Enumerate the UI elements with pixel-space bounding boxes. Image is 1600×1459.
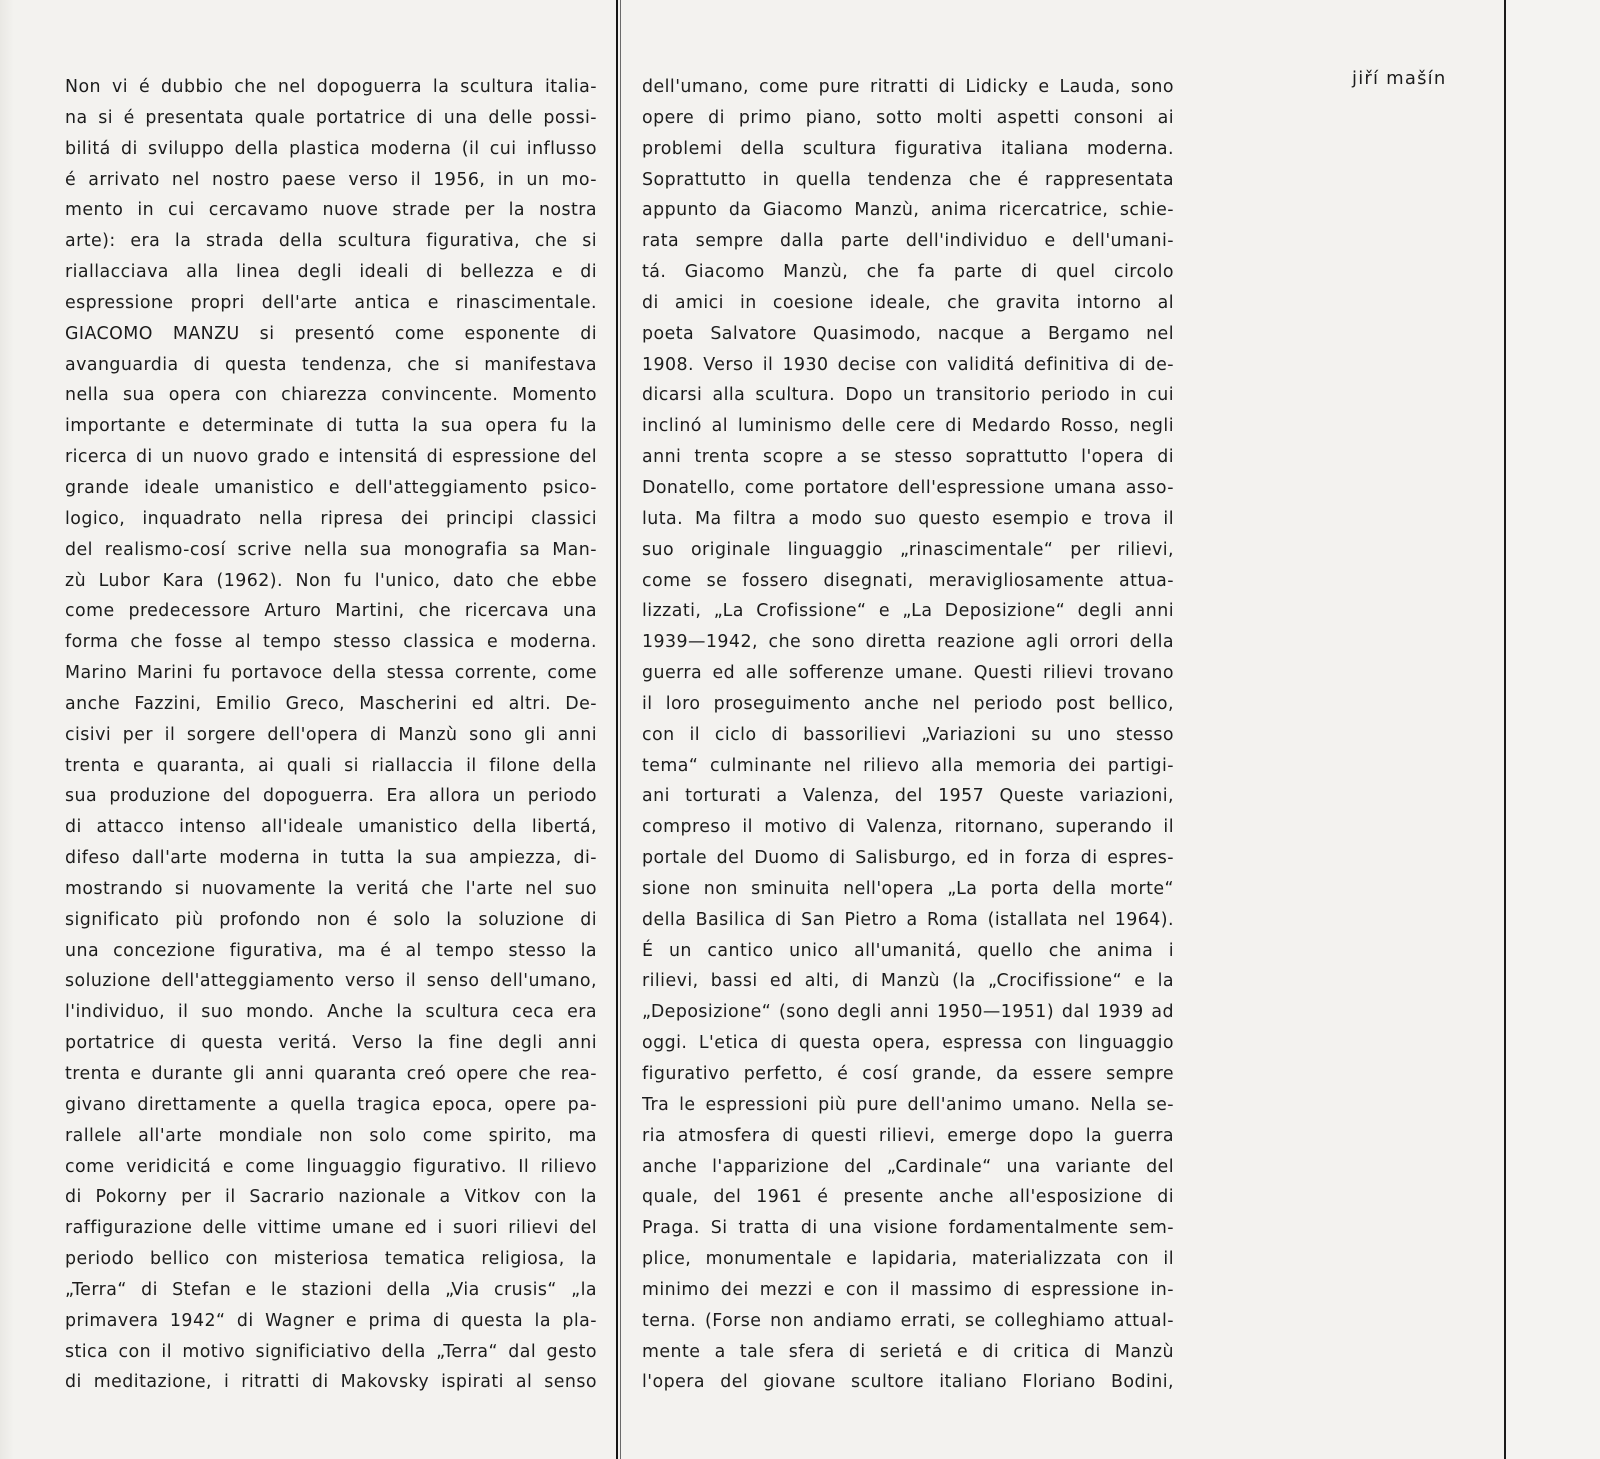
text-line: logico, inquadrato nella ripresa dei principi classici — [65, 508, 597, 529]
text-line: mostrando si nuovamente la veritá che l'arte nel suo — [65, 878, 597, 899]
text-line: quale, del 1961 é presente anche all'esposizione di — [642, 1187, 1174, 1208]
text-line: terna. (Forse non andiamo errati, se colleghiamo attual- — [642, 1310, 1174, 1331]
text-line: compreso il motivo di Valenza, ritornano, superando il — [642, 817, 1174, 838]
text-line: plice, monumentale e lapidaria, materializzata con il — [642, 1249, 1174, 1270]
text-line: dicarsi alla scultura. Dopo un transitorio periodo in cui — [642, 385, 1174, 406]
text-line: problemi della scultura figurativa italiana moderna. — [642, 138, 1174, 159]
text-line: opere di primo piano, sotto molti aspetti consoni ai — [642, 107, 1174, 128]
text-line: givano direttamente a quella tragica epoca, opere pa- — [65, 1094, 597, 1115]
text-line: sione non sminuita nell'opera „La porta della morte“ — [642, 878, 1174, 899]
text-line: suo originale linguaggio „rinascimentale“ per rilievi, — [642, 539, 1174, 560]
text-line: sua produzione del dopoguerra. Era allora un periodo — [65, 786, 597, 807]
text-line: anni trenta scopre a se stesso soprattutto l'opera di — [642, 447, 1174, 468]
text-line: tema“ culminante nel rilievo alla memoria dei partigi- — [642, 755, 1174, 776]
text-line: ria atmosfera di questi rilievi, emerge dopo la guerra — [642, 1125, 1174, 1146]
text-line: ani torturati a Valenza, del 1957 Queste variazioni, — [642, 786, 1174, 807]
text-line: nella sua opera con chiarezza convincente. Momento — [65, 385, 597, 406]
text-line: il loro proseguimento anche nel periodo post bellico, — [642, 693, 1174, 714]
text-line: avanguardia di questa tendenza, che si manifestava — [65, 354, 597, 375]
text-line: anche Fazzini, Emilio Greco, Mascherini ed altri. De- — [65, 693, 597, 714]
text-line: ricerca di un nuovo grado e intensitá di espressione del — [65, 447, 597, 468]
text-line: portale del Duomo di Salisburgo, ed in forza di espres- — [642, 848, 1174, 869]
text-line: figurativo perfetto, é cosí grande, da essere sempre — [642, 1064, 1174, 1084]
text-line: Donatello, come portatore dell'espressione umana asso- — [642, 477, 1174, 498]
text-line: tá. Giacomo Manzù, che fa parte di quel circolo — [642, 262, 1174, 283]
text-line: l'individuo, il suo mondo. Anche la scultura ceca era — [65, 1002, 597, 1023]
text-line: espressione propri dell'arte antica e rinascimentale. — [65, 292, 597, 313]
text-line: Non vi é dubbio che nel dopoguerra la scultura italia- — [65, 77, 597, 97]
text-line: 1908. Verso il 1930 decise con validitá definitiva di de- — [642, 354, 1174, 375]
text-line: zù Lubor Kara (1962). Non fu l'unico, dato che ebbe — [65, 570, 597, 591]
right-text-column — [642, 72, 1174, 1398]
text-line: periodo bellico con misteriosa tematica religiosa, la — [65, 1249, 597, 1270]
text-line: di Pokorny per il Sacrario nazionale a Vitkov con la — [65, 1187, 597, 1208]
text-line: trenta e durante gli anni quaranta creó opere che rea- — [65, 1064, 597, 1084]
text-line: riallacciava alla linea degli ideali di bellezza e di — [65, 262, 597, 283]
text-line: luta. Ma filtra a modo suo questo esempio e trova il — [642, 508, 1174, 529]
text-line: importante e determinate di tutta la sua opera fu la — [65, 416, 597, 437]
text-line: minimo dei mezzi e con il massimo di espressione in- — [642, 1279, 1174, 1300]
text-line: na si é presentata quale portatrice di una delle possi- — [65, 107, 597, 128]
text-line: trenta e quaranta, ai quali si riallaccia il filone della — [65, 755, 597, 776]
text-line: É un cantico unico all'umanitá, quello che anima i — [642, 940, 1174, 961]
text-line: poeta Salvatore Quasimodo, nacque a Bergamo nel — [642, 323, 1174, 344]
text-line: lizzati, „La Crofissione“ e „La Deposizione“ degli anni — [642, 601, 1174, 622]
text-line: di amici in coesione ideale, che gravita intorno al — [642, 292, 1174, 313]
text-line: inclinó al luminismo delle cere di Medardo Rosso, negli — [642, 416, 1174, 437]
text-line: 1939—1942, che sono diretta reazione agli orrori della — [642, 632, 1174, 653]
text-line: arte): era la strada della scultura figurativa, che si — [65, 231, 597, 252]
text-line: con il ciclo di bassorilievi „Variazioni su uno stesso — [642, 724, 1174, 745]
text-line: „Terra“ di Stefan e le stazioni della „Via crusis“ „la — [65, 1279, 597, 1300]
text-line: come se fossero disegnati, meravigliosamente attua- — [642, 570, 1174, 591]
text-line: oggi. L'etica di questa opera, espressa con linguaggio — [642, 1033, 1174, 1054]
text-line: raffigurazione delle vittime umane ed i suori rilievi del — [65, 1218, 597, 1239]
text-line: appunto da Giacomo Manzù, anima ricercatrice, schie- — [642, 200, 1174, 221]
text-line: mento in cui cercavamo nuove strade per la nostra — [65, 200, 597, 221]
text-line: Tra le espressioni più pure dell'animo umano. Nella se- — [642, 1094, 1174, 1115]
text-line: difeso dall'arte moderna in tutta la sua ampiezza, di- — [65, 848, 597, 869]
text-line: é arrivato nel nostro paese verso il 1956, in un mo- — [65, 169, 597, 190]
center-fold-shadow — [620, 0, 621, 1459]
text-line: „Deposizione“ (sono degli anni 1950—1951) dal 1939 ad — [642, 1002, 1174, 1023]
center-fold-line — [616, 0, 618, 1459]
page-margin-strip — [1506, 0, 1600, 1459]
text-line: l'opera del giovane scultore italiano Floriano Bodini, — [642, 1372, 1174, 1393]
text-line: portatrice di questa veritá. Verso la fine degli anni — [65, 1033, 597, 1054]
text-line: forma che fosse al tempo stesso classica e moderna. — [65, 632, 597, 653]
text-line: Marino Marini fu portavoce della stessa corrente, come — [65, 663, 597, 684]
text-line: di meditazione, i ritratti di Makovsky ispirati al senso — [65, 1372, 597, 1393]
text-line: Soprattutto in quella tendenza che é rappresentata — [642, 169, 1174, 190]
author-name: jiří mašín — [1352, 68, 1447, 89]
text-line: una concezione figurativa, ma é al tempo stesso la — [65, 940, 597, 961]
text-line: stica con il motivo significiativo della „Terra“ dal gesto — [65, 1341, 597, 1362]
text-line: cisivi per il sorgere dell'opera di Manzù sono gli anni — [65, 724, 597, 745]
text-line: anche l'apparizione del „Cardinale“ una variante del — [642, 1156, 1174, 1177]
text-line: di attacco intenso all'ideale umanistico della libertá, — [65, 817, 597, 838]
text-line: bilitá di sviluppo della plastica moderna (il cui influsso — [65, 138, 597, 159]
text-line: soluzione dell'atteggiamento verso il senso dell'umano, — [65, 971, 597, 992]
text-line: come veridicitá e come linguaggio figurativo. Il rilievo — [65, 1156, 597, 1177]
text-line: guerra ed alle sofferenze umane. Questi rilievi trovano — [642, 663, 1174, 684]
left-text-column — [65, 72, 597, 1398]
text-line: rilievi, bassi ed alti, di Manzù (la „Crocifissione“ e la — [642, 971, 1174, 992]
text-line: dell'umano, come pure ritratti di Lidicky e Lauda, sono — [642, 77, 1174, 97]
text-line: primavera 1942“ di Wagner e prima di questa la pla- — [65, 1310, 597, 1331]
text-line: Praga. Si tratta di una visione fordamentalmente sem- — [642, 1218, 1174, 1239]
text-line: grande ideale umanistico e dell'atteggiamento psico- — [65, 477, 597, 498]
text-line: rata sempre dalla parte dell'individuo e dell'umani- — [642, 231, 1174, 252]
text-line: come predecessore Arturo Martini, che ricercava una — [65, 601, 597, 622]
text-line: GIACOMO MANZU si presentó come esponente di — [65, 323, 597, 344]
text-line: mente a tale sfera di serietá e di critica di Manzù — [642, 1341, 1174, 1362]
text-line: della Basilica di San Pietro a Roma (istallata nel 1964). — [642, 909, 1174, 930]
text-line: del realismo-cosí scrive nella sua monografia sa Man- — [65, 539, 597, 560]
text-line: significato più profondo non é solo la soluzione di — [65, 909, 597, 930]
text-line: rallele all'arte mondiale non solo come spirito, ma — [65, 1125, 597, 1146]
